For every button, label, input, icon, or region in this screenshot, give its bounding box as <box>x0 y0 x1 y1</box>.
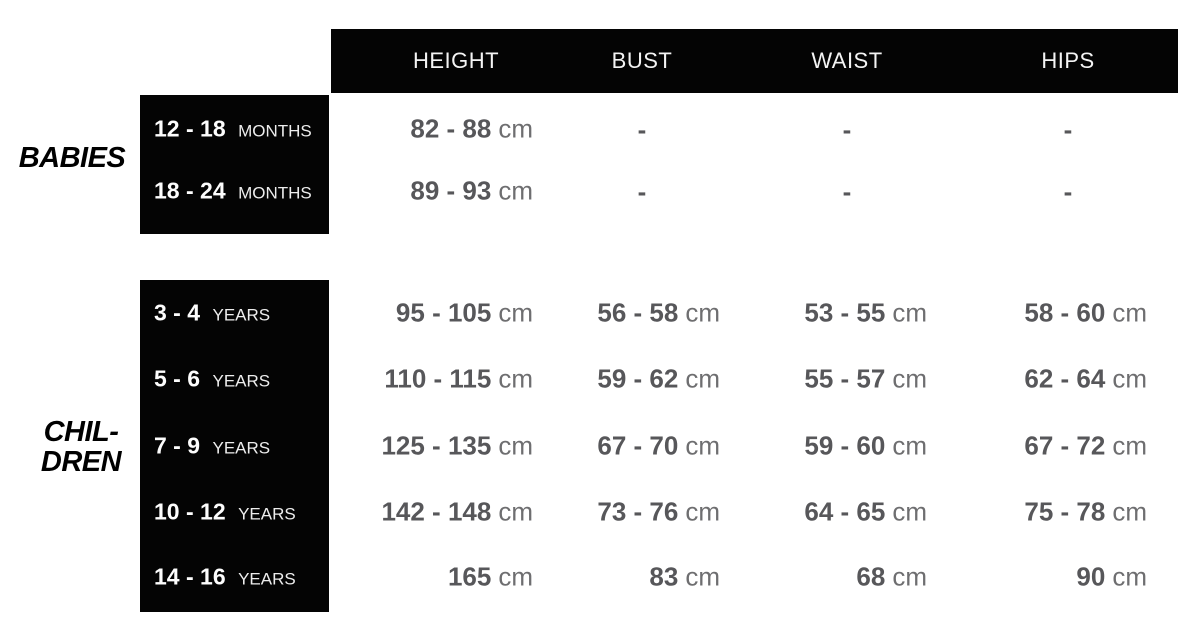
cell-children0-height <box>396 298 533 329</box>
cell-children0-hips <box>1024 298 1147 329</box>
age-unit: YEARS <box>238 504 296 524</box>
cell-children4-height <box>448 562 533 593</box>
cell-babies1-waist: - <box>842 176 852 207</box>
value-unit: cm <box>892 496 927 527</box>
cell-babies1-bust: - <box>637 176 647 207</box>
value-unit: cm <box>498 363 533 394</box>
cell-children0-bust <box>597 298 720 329</box>
cell-children4-bust <box>649 562 720 593</box>
cell-children3-hips <box>1024 497 1147 528</box>
value-number: 64 - 65 <box>804 496 886 527</box>
age-unit: YEARS <box>212 371 271 391</box>
value-unit: cm <box>1112 363 1147 394</box>
value-unit: cm <box>1112 297 1147 328</box>
age-unit: MONTHS <box>238 121 312 141</box>
value-unit: cm <box>685 430 720 461</box>
age-range: 3 - 4 <box>154 299 201 326</box>
children-age-box <box>140 280 329 612</box>
group-label-babies: BABIES <box>18 142 126 174</box>
age-range: 18 - 24 <box>154 177 226 204</box>
cell-babies0-waist: - <box>842 114 852 145</box>
value-number: 142 - 148 <box>381 496 492 527</box>
group-label-children <box>25 417 137 477</box>
column-header-waist: WAIST <box>811 48 883 73</box>
value-unit: cm <box>1112 496 1147 527</box>
value-number: 56 - 58 <box>597 297 679 328</box>
group-label-children-line1: CHIL- <box>43 416 119 448</box>
age-range: 7 - 9 <box>154 432 201 459</box>
value-number: 83 <box>649 561 679 592</box>
value-number: 67 - 70 <box>597 430 679 461</box>
age-row <box>154 178 312 205</box>
value-number: 75 - 78 <box>1024 496 1106 527</box>
value-number: 62 - 64 <box>1024 363 1106 394</box>
value-unit: cm <box>498 297 533 328</box>
cell-children2-hips <box>1024 431 1147 462</box>
value-unit: cm <box>685 297 720 328</box>
column-header-hips: HIPS <box>1041 48 1095 73</box>
value-unit: cm <box>685 496 720 527</box>
value-unit: cm <box>892 561 927 592</box>
value-unit: cm <box>498 561 533 592</box>
age-row <box>154 116 312 143</box>
value-number: 165 <box>447 561 492 592</box>
age-range: 14 - 16 <box>154 563 226 590</box>
value-number: 110 - 115 <box>384 363 492 394</box>
age-row <box>154 300 270 327</box>
age-row <box>154 433 270 460</box>
value-number: 67 - 72 <box>1024 430 1106 461</box>
age-unit: MONTHS <box>238 183 312 203</box>
babies-age-box <box>140 95 329 234</box>
cell-children1-height <box>384 364 533 395</box>
age-range: 10 - 12 <box>154 498 226 525</box>
age-unit: YEARS <box>212 438 271 458</box>
cell-children4-hips <box>1076 562 1147 593</box>
value-unit: cm <box>892 297 927 328</box>
table-header-bar <box>331 29 1178 93</box>
cell-children3-waist <box>804 497 927 528</box>
column-header-height: HEIGHT <box>412 48 500 73</box>
value-unit: cm <box>498 496 533 527</box>
value-number: 89 - 93 <box>410 175 492 206</box>
age-unit: YEARS <box>238 569 296 589</box>
age-row <box>154 366 270 393</box>
value-number: 53 - 55 <box>804 297 886 328</box>
value-number: 82 - 88 <box>410 113 492 144</box>
value-number: 125 - 135 <box>381 430 492 461</box>
value-unit: cm <box>498 430 533 461</box>
cell-babies1-height <box>410 176 533 207</box>
value-unit: cm <box>892 430 927 461</box>
cell-babies1-hips: - <box>1063 176 1073 207</box>
age-range: 12 - 18 <box>154 115 226 142</box>
value-unit: cm <box>1112 561 1147 592</box>
cell-children4-waist <box>856 562 927 593</box>
cell-children3-bust <box>597 497 720 528</box>
cell-children1-hips <box>1024 364 1147 395</box>
age-unit: YEARS <box>212 305 271 325</box>
cell-children1-bust <box>597 364 720 395</box>
value-unit: cm <box>1112 430 1147 461</box>
cell-children1-waist <box>804 364 927 395</box>
cell-children0-waist <box>804 298 927 329</box>
group-label-children-line2: DREN <box>40 446 122 478</box>
value-number: 95 - 105 <box>395 297 492 328</box>
age-range: 5 - 6 <box>154 365 201 392</box>
value-number: 55 - 57 <box>804 363 886 394</box>
cell-babies0-bust: - <box>637 114 647 145</box>
value-unit: cm <box>498 113 533 144</box>
cell-babies0-hips: - <box>1063 114 1073 145</box>
value-number: 68 <box>856 561 886 592</box>
cell-children3-height <box>381 497 533 528</box>
cell-children2-waist <box>804 431 927 462</box>
value-number: 59 - 62 <box>597 363 679 394</box>
value-number: 90 <box>1076 561 1106 592</box>
value-number: 58 - 60 <box>1024 297 1106 328</box>
value-unit: cm <box>498 175 533 206</box>
age-row <box>154 564 296 591</box>
value-unit: cm <box>685 363 720 394</box>
cell-babies0-height <box>410 114 533 145</box>
value-unit: cm <box>685 561 720 592</box>
cell-children2-bust <box>597 431 720 462</box>
value-number: 59 - 60 <box>804 430 886 461</box>
value-unit: cm <box>892 363 927 394</box>
age-row <box>154 499 296 526</box>
column-header-bust: BUST <box>611 48 673 73</box>
cell-children2-height <box>381 431 533 462</box>
value-number: 73 - 76 <box>597 496 679 527</box>
